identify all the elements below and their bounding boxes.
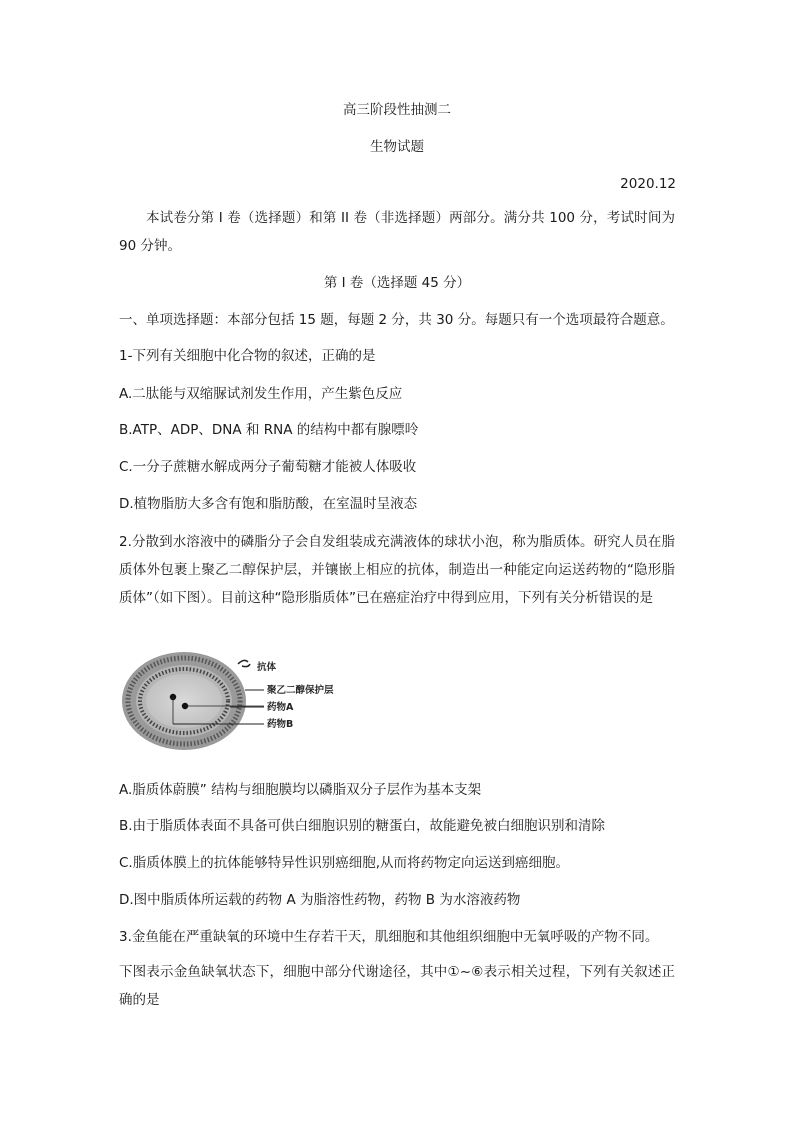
figure-label-peg-layer: 聚乙二醇保护层: [267, 685, 334, 696]
liposome-figure: [118, 644, 368, 756]
q2-option-d: D.图中脂质体所运载的药物 A 为脂溶性药物，药物 B 为水溶液药物: [119, 892, 521, 908]
q2-option-a: A.脂质体蔚膜” 结构与细胞膜均以磷脂双分子层作为基本支架: [119, 782, 482, 798]
q2-option-b: B.由于脂质体表面不具备可供白细胞识别的糖蛋白，故能避免被白细胞识别和清除: [119, 818, 606, 834]
section-title: 第 I 卷（选择题 45 分）: [323, 275, 471, 291]
q1-option-d: D.植物脂肪大多含有饱和脂肪酸，在室温时呈液态: [119, 496, 418, 512]
exam-date: 2020.12: [620, 176, 676, 192]
q1-option-c: C.一分子蔗糖水解成两分子葡萄糖才能被人体吸收: [119, 459, 417, 475]
q2-stem: 2.分散到水溶液中的磷脂分子会自发组装成充满液体的球状小泡，称为脂质体。研究人员在脂质体外包裹上聚乙二醇保护层，并镶嵌上相应的抗体，制造出一种能定向运送药物的“隐形脂质体”（如下图）。目前这种“隐形脂质体”已在癌症治疗中得到应用，下列有关分析错误的是: [119, 534, 675, 606]
exam-title: 高三阶段性抽测二: [343, 102, 451, 118]
intro-paragraph: 本试卷分第 I 卷（选择题）和第 II 卷（非选择题）两部分。满分共 100 分，考试时间为 90 分钟。: [119, 210, 675, 254]
q3-stem-rest: 下图表示金鱼缺氧状态下，细胞中部分代谢途径，其中①~⑥表示相关过程，下列有关叙述正确的是: [119, 964, 675, 1008]
q2-option-c: C.脂质体膜上的抗体能够特异性识别癌细胞,从而将药物定向运送到癌细胞。: [119, 855, 570, 871]
exam-subject: 生物试题: [370, 139, 424, 155]
q1-stem: 1-下列有关细胞中化合物的叙述，正确的是: [119, 348, 376, 364]
figure-label-antibody: 抗体: [257, 662, 277, 673]
liposome-interior: [146, 674, 222, 728]
figure-label-drug-b: 药物B: [267, 719, 294, 730]
q1-option-b: B.ATP、ADP、DNA 和 RNA 的结构中都有腺嘌呤: [119, 422, 419, 438]
q1-option-a: A.二肽能与双缩脲试剂发生作用，产生紫色反应: [119, 386, 403, 402]
instruction: 一、单项选择题：本部分包括 15 题，每题 2 分，共 30 分。每题只有一个选项最符合题意。: [119, 312, 674, 328]
figure-label-drug-a: 药物A: [267, 702, 294, 713]
q3-stem-line1: 3.金鱼能在严重缺氧的环境中生存若干天，肌细胞和其他组织细胞中无氧呼吸的产物不同。: [119, 929, 659, 945]
